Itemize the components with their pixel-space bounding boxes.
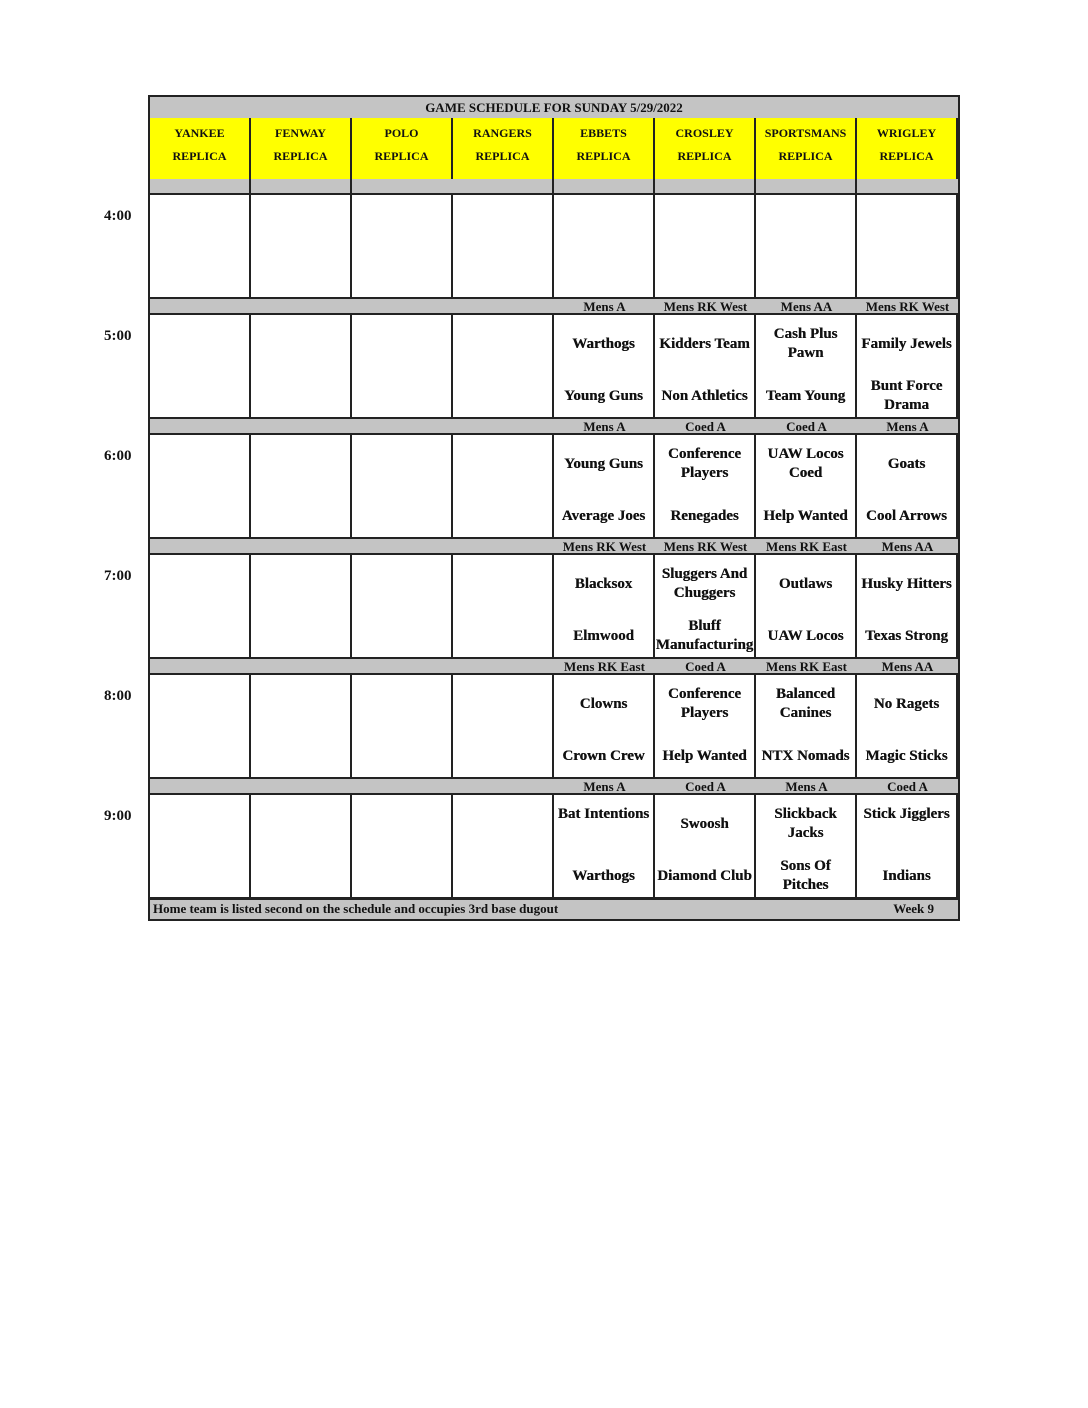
game-cell[interactable] [150, 795, 251, 899]
division-bar: Coed A [655, 419, 756, 435]
schedule-table [148, 95, 960, 921]
home-team: Non Athletics [661, 388, 748, 404]
field-header [453, 118, 554, 179]
game-cell[interactable] [655, 795, 756, 899]
field-name: EBBETS [580, 126, 627, 140]
division-bar [655, 179, 756, 195]
game-cell[interactable] [352, 555, 453, 659]
game-cell[interactable] [857, 555, 958, 659]
game-cell[interactable] [655, 435, 756, 539]
away-team: UAW Locos Coed [767, 446, 844, 481]
game-cell[interactable] [352, 315, 453, 419]
game-cell[interactable] [857, 315, 958, 419]
game-cell[interactable] [352, 195, 453, 299]
home-team: UAW Locos [767, 628, 844, 644]
home-team: Young Guns [564, 388, 643, 404]
home-team: Help Wanted [662, 748, 747, 764]
away-team: Blacksox [574, 576, 633, 592]
footer-note: Home team is listed second on the schedule and occupies 3rd base dugout [153, 901, 559, 916]
game-cell[interactable] [352, 435, 453, 539]
home-team: Texas Strong [865, 628, 948, 644]
game-cell[interactable] [756, 315, 857, 419]
game-cell[interactable] [857, 795, 958, 899]
away-team: Balanced Canines [775, 686, 836, 721]
field-name: POLO [384, 126, 419, 140]
division-bar [251, 419, 352, 435]
division-bar [251, 779, 352, 795]
game-cell[interactable] [352, 675, 453, 779]
game-cell[interactable] [352, 795, 453, 899]
field-header [655, 118, 756, 179]
away-team: Slickback Jacks [774, 806, 837, 841]
field-name: RANGERS [473, 126, 532, 140]
home-team: Help Wanted [763, 508, 848, 524]
field-name: WRIGLEY [876, 126, 937, 140]
game-cell[interactable] [453, 555, 554, 659]
game-cell[interactable] [554, 795, 655, 899]
game-cell[interactable] [554, 555, 655, 659]
field-subtitle: REPLICA [475, 149, 530, 163]
division-bar [453, 179, 554, 195]
away-team: Kidders Team [659, 336, 750, 352]
game-cell[interactable] [251, 195, 352, 299]
division-bar: Mens A [554, 779, 655, 795]
away-team: Goats [887, 456, 926, 472]
field-column [352, 118, 453, 922]
away-team: Warthogs [572, 336, 635, 352]
game-cell[interactable] [857, 675, 958, 779]
game-cell[interactable] [655, 315, 756, 419]
game-cell[interactable] [655, 195, 756, 299]
division-bar [251, 539, 352, 555]
division-bar [150, 299, 251, 315]
field-name: FENWAY [275, 126, 326, 140]
division-bar [453, 539, 554, 555]
division-bar: Coed A [756, 419, 857, 435]
division-bar: Mens A [554, 419, 655, 435]
division-bar [150, 659, 251, 675]
game-cell[interactable] [655, 675, 756, 779]
division-bar [857, 179, 958, 195]
division-bar [453, 659, 554, 675]
field-subtitle: REPLICA [273, 149, 328, 163]
division-bar [150, 179, 251, 195]
field-subtitle: REPLICA [576, 149, 631, 163]
time-label: 9:00 [104, 808, 132, 824]
division-bar [150, 419, 251, 435]
home-team: Bunt Force Drama [870, 378, 943, 413]
field-column [655, 118, 756, 922]
game-cell[interactable] [756, 435, 857, 539]
division-bar [352, 419, 453, 435]
division-bar [352, 179, 453, 195]
division-bar: Mens RK West [554, 539, 655, 555]
field-name: YANKEE [174, 126, 225, 140]
division-bar: Mens A [756, 779, 857, 795]
game-cell[interactable] [150, 195, 251, 299]
division-bar [352, 299, 453, 315]
field-name: SPORTSMANS [764, 126, 847, 140]
home-team: Renegades [670, 508, 739, 524]
division-bar: Mens AA [857, 539, 958, 555]
game-cell[interactable] [554, 315, 655, 419]
field-subtitle: REPLICA [374, 149, 429, 163]
game-cell[interactable] [453, 195, 554, 299]
game-cell[interactable] [554, 435, 655, 539]
home-team: Team Young [765, 388, 846, 404]
schedule-title: GAME SCHEDULE FOR SUNDAY 5/29/2022 [150, 97, 958, 120]
division-bar [453, 779, 554, 795]
game-cell[interactable] [251, 675, 352, 779]
away-team: Outlaws [778, 576, 833, 592]
away-team: Young Guns [564, 456, 643, 472]
game-cell[interactable] [150, 435, 251, 539]
home-team: Bluff Manufacturing [655, 618, 754, 653]
home-team: Magic Sticks [865, 748, 948, 764]
division-bar [251, 659, 352, 675]
division-bar: Coed A [857, 779, 958, 795]
game-cell[interactable] [251, 555, 352, 659]
field-column [554, 118, 655, 922]
time-label: 4:00 [104, 208, 132, 224]
away-team: No Ragets [873, 696, 940, 712]
game-cell[interactable] [453, 435, 554, 539]
field-header [756, 118, 857, 179]
game-cell[interactable] [251, 795, 352, 899]
game-cell[interactable] [655, 555, 756, 659]
division-bar [453, 419, 554, 435]
division-bar: Mens A [554, 299, 655, 315]
home-team: NTX Nomads [761, 748, 850, 764]
division-bar [251, 179, 352, 195]
field-header [554, 118, 655, 179]
game-cell[interactable] [554, 675, 655, 779]
away-team: Conference Players [667, 446, 742, 481]
game-cell[interactable] [756, 675, 857, 779]
division-bar: Mens RK West [655, 299, 756, 315]
division-bar [150, 779, 251, 795]
division-bar [150, 539, 251, 555]
game-cell[interactable] [857, 435, 958, 539]
division-bar: Mens AA [857, 659, 958, 675]
away-team: Family Jewels [861, 336, 952, 352]
field-header [857, 118, 958, 179]
time-label: 5:00 [104, 328, 132, 344]
division-bar [352, 539, 453, 555]
home-team: Cool Arrows [866, 508, 947, 524]
game-cell[interactable] [251, 435, 352, 539]
field-subtitle: REPLICA [879, 149, 934, 163]
division-bar: Coed A [655, 659, 756, 675]
home-team: Indians [882, 868, 931, 884]
division-bar: Mens RK West [857, 299, 958, 315]
week-label: Week 9 [893, 901, 934, 916]
home-team: Elmwood [573, 628, 634, 644]
field-column [251, 118, 352, 922]
away-team: Swoosh [680, 816, 729, 832]
field-header [150, 118, 251, 179]
game-cell[interactable] [756, 195, 857, 299]
game-cell[interactable] [756, 795, 857, 899]
away-team: Husky Hitters [861, 576, 952, 592]
game-cell[interactable] [453, 315, 554, 419]
game-cell[interactable] [150, 555, 251, 659]
away-team: Bat Intentions [557, 806, 650, 822]
time-label: 6:00 [104, 448, 132, 464]
time-label: 8:00 [104, 688, 132, 704]
field-header [352, 118, 453, 179]
division-bar [352, 659, 453, 675]
division-bar [453, 299, 554, 315]
division-bar: Coed A [655, 779, 756, 795]
away-team: Clowns [579, 696, 628, 712]
footer-bar [150, 898, 958, 919]
division-bar: Mens RK East [554, 659, 655, 675]
away-team: Cash Plus Pawn [773, 326, 838, 361]
field-column [857, 118, 958, 922]
division-bar: Mens RK East [756, 659, 857, 675]
game-cell[interactable] [150, 675, 251, 779]
division-bar: Mens AA [756, 299, 857, 315]
time-label: 7:00 [104, 568, 132, 584]
field-subtitle: REPLICA [778, 149, 833, 163]
field-column [756, 118, 857, 922]
division-bar [251, 299, 352, 315]
home-team: Average Joes [561, 508, 646, 524]
division-bar [756, 179, 857, 195]
game-cell[interactable] [857, 195, 958, 299]
division-bar [352, 779, 453, 795]
division-bar [554, 179, 655, 195]
away-team: Conference Players [667, 686, 742, 721]
away-team: Stick Jigglers [863, 806, 950, 822]
division-bar: Mens RK West [655, 539, 756, 555]
home-team: Diamond Club [657, 868, 752, 884]
game-cell[interactable] [453, 675, 554, 779]
home-team: Crown Crew [562, 748, 645, 764]
division-bar: Mens RK East [756, 539, 857, 555]
game-cell[interactable] [453, 795, 554, 899]
home-team: Sons Of Pitches [780, 858, 831, 893]
field-subtitle: REPLICA [677, 149, 732, 163]
home-team: Warthogs [572, 868, 635, 884]
game-cell[interactable] [251, 315, 352, 419]
away-team: Sluggers And Chuggers [661, 566, 748, 601]
game-cell[interactable] [756, 555, 857, 659]
field-column [150, 118, 251, 922]
division-bar: Mens A [857, 419, 958, 435]
field-subtitle: REPLICA [172, 149, 227, 163]
game-cell[interactable] [150, 315, 251, 419]
field-column [453, 118, 554, 922]
field-name: CROSLEY [675, 126, 734, 140]
game-cell[interactable] [554, 195, 655, 299]
field-header [251, 118, 352, 179]
